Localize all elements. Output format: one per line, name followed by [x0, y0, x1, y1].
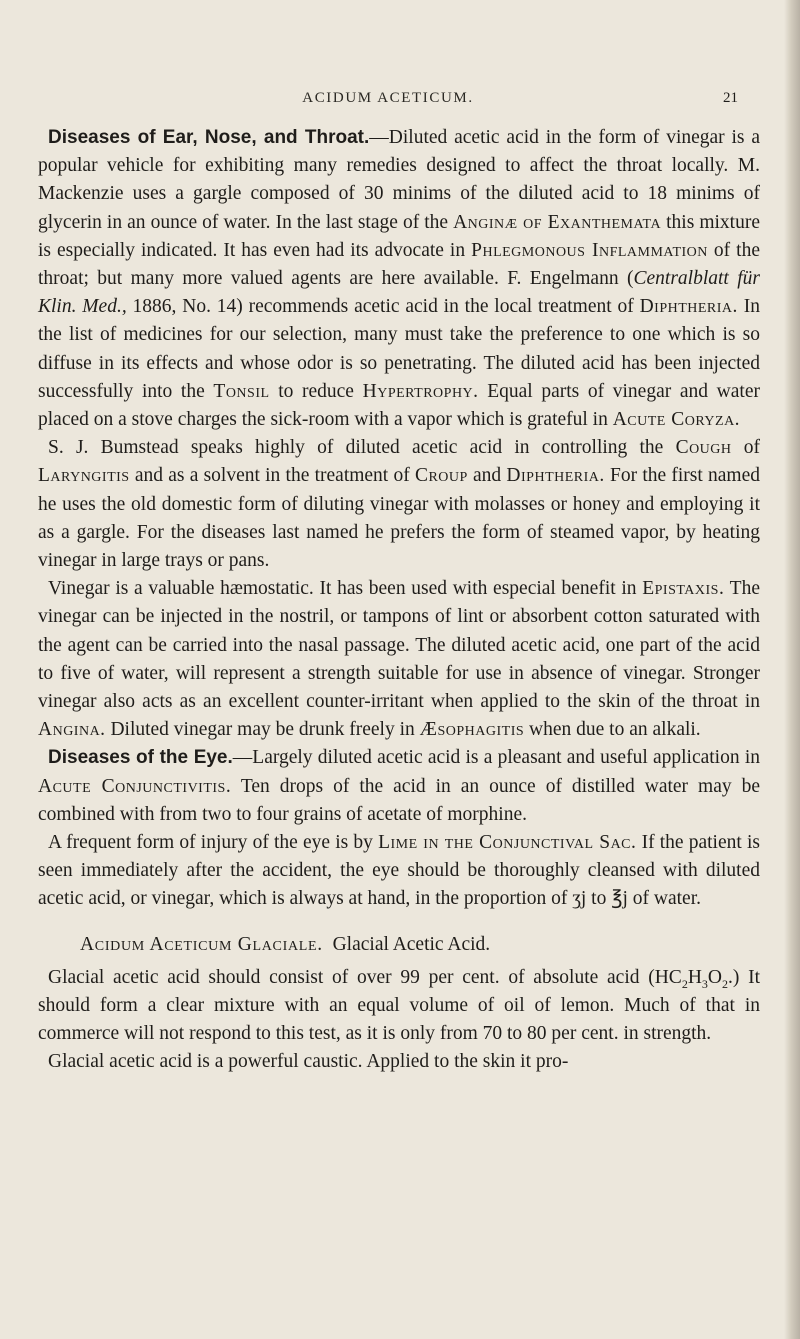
term-oesophagitis: Æsophagitis [419, 719, 525, 741]
text-run: O [707, 966, 722, 988]
paragraph-glacial-definition [38, 964, 760, 1049]
term-laryngitis: Laryngitis [38, 465, 130, 487]
text-run: If the patient is seen immediately after the accident, the eye should be thoroughly cleansed with diluted acetic acid, or vinegar, which is always at hand, in the proportion of ʒj to ℥j of water. [38, 832, 760, 910]
text-run: Equal parts of vinegar and water placed on a stove charges the sick-room with a vapor which is grateful in [38, 380, 760, 431]
page-edge-shadow [784, 0, 800, 1339]
paragraph-lime-injury [38, 829, 760, 914]
term-cough: Cough [675, 437, 732, 459]
term-tonsil: Tonsil [213, 380, 270, 402]
text-run: Diluted vinegar may be drunk freely in [105, 719, 420, 741]
term-conjunctivitis: Acute Conjunctivitis. [38, 775, 232, 797]
term-epistaxis: Epistaxis. [642, 578, 725, 600]
text-run: and [467, 465, 507, 487]
text-run: Glacial acetic acid is a powerful caustic. Applied to the skin it pro- [48, 1051, 569, 1073]
page-number: 21 [723, 90, 738, 106]
section-title-latin: Acidum Aceticum Glaciale. [80, 933, 323, 955]
term-croup: Croup [414, 465, 468, 487]
page-header [38, 90, 738, 116]
term-angina: Angina. [38, 719, 106, 741]
paragraph-ear-nose-throat [38, 124, 760, 434]
paragraph-vinegar-haemostatic [38, 575, 760, 744]
heading-ear-nose-throat: Diseases of Ear, Nose, and Throat. [48, 127, 370, 148]
formula-subscript: 2 [722, 976, 728, 991]
text-run: when due to an alkali. [524, 719, 701, 741]
term-anginae: Anginæ of Exanthemata [453, 211, 662, 233]
text-run: 1886, No. 14) recommends acetic acid in the local treatment of [126, 296, 640, 318]
formula-subscript: 2 [681, 976, 688, 991]
text-run: to reduce [269, 380, 363, 402]
text-run: H [687, 966, 702, 988]
text-run: Vinegar is a valuable hæmostatic. It has been used with especial benefit in [48, 578, 643, 600]
term-hypertrophy: Hypertrophy. [362, 380, 479, 402]
paragraph-glacial-caustic [38, 1048, 760, 1076]
text-run: The vinegar can be injected in the nostril, or tampons of lint or absorbent cotton saturated with the agent can be carried into the nasal passage. The diluted acetic acid, one part of the acid to five of water, will represent a strength suitable for use in absence of vinegar. Stronger vinegar also acts as an excellent counter-irritant when applied to the skin of the throat in [38, 578, 760, 713]
term-phlegmonous: Phlegmonous Inflammation [471, 239, 708, 261]
text-run: and as a solvent in the treatment of [129, 465, 415, 487]
section-title-english: Glacial Acetic Acid. [332, 933, 491, 955]
text-run: of [731, 437, 760, 459]
text-run: —Largely diluted acetic acid is a pleasant and useful application in [232, 747, 760, 769]
section-spacer [38, 914, 760, 930]
text-run: S. J. Bumstead speaks highly of diluted acetic acid in controlling the [48, 437, 676, 459]
formula-subscript: 3 [701, 976, 708, 991]
running-head: ACIDUM ACETICUM. [302, 90, 474, 106]
heading-eye: Diseases of the Eye. [48, 747, 233, 769]
text-run: Glacial acetic acid should consist of over 99 per cent. of absolute acid (HC [48, 966, 682, 988]
term-diphtheria: Diphtheria. [639, 296, 738, 318]
text-run: .) It should form a clear mixture with an equal volume of oil of lemon. Much of that in commerce will not respond to this test, as it is only from 70 to 80 per cent. in strength. [38, 966, 761, 1045]
text-run: For the first named he uses the old domestic form of diluting vinegar with molasses or honey and employing it as a gargle. For the diseases last named he prefers the form of steamed vapor, by heating vinegar in large trays or pans. [38, 465, 760, 572]
body-text [38, 124, 760, 1077]
text-run: —Diluted acetic acid in the form of vinegar is a popular vehicle for exhibiting many remedies designed to affect the throat locally. M. Mackenzie uses a gargle composed of 30 minims of the diluted acid to 18 minims of glycerin in an ounce of water. In the last stage of the [38, 127, 760, 233]
term-diphtheria: Diphtheria. [506, 465, 605, 487]
paragraph-bumstead [38, 434, 760, 575]
term-coryza: Acute Coryza. [612, 409, 741, 431]
paragraph-eye [38, 744, 760, 829]
text-run: In the list of medicines for our selection, many must take the preference to one which is so diffuse in its effects and whose odor is so penetrating. The diluted acid has been injected successfully into the [38, 296, 760, 402]
text-run: this mixture is especially indicated. It has even had its advocate in [38, 211, 760, 261]
text-run: of the throat; but many more valued agents are here available. F. Engelmann ( [38, 239, 760, 290]
journal-reference: Centralblatt für Klin. Med., [38, 268, 760, 318]
text-run: Ten drops of the acid in an ounce of distilled water may be combined with from two to four grains of acetate of morphine. [38, 775, 760, 825]
term-lime-conjunctival-sac: Lime in the Conjunctival Sac. [378, 832, 637, 854]
text-run: A frequent form of injury of the eye is by [48, 832, 379, 854]
section-title [80, 930, 760, 960]
